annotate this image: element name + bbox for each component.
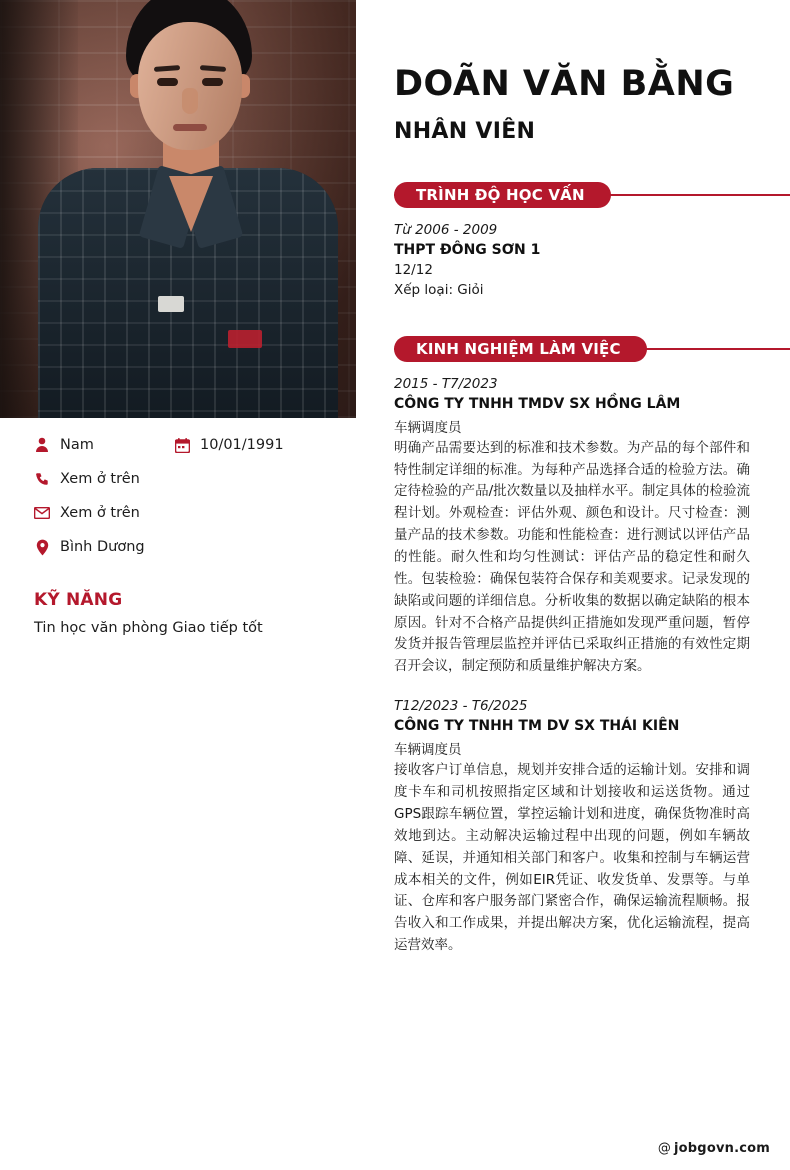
experience-company: CÔNG TY TNHH TM DV SX THÁI KIÊN	[394, 718, 680, 735]
phone-icon	[34, 470, 50, 488]
experience-date: 2015 - T7/2023	[394, 375, 498, 392]
education-grade: Xếp loại: Giỏi	[394, 281, 484, 298]
section-education	[394, 182, 750, 298]
experience-entry	[394, 376, 750, 678]
footer-site: jobgovn.com	[674, 1141, 770, 1156]
education-entry	[394, 222, 750, 298]
education-score: 12/12	[394, 261, 433, 278]
mouth	[173, 124, 207, 131]
experience-header	[394, 336, 750, 362]
person-figure	[30, 0, 330, 418]
footer-watermark	[658, 1141, 770, 1156]
map-pin-icon	[34, 538, 50, 556]
education-school: THPT ĐÔNG SƠN 1	[394, 241, 541, 258]
profile-photo	[0, 0, 356, 418]
page-title: DOÃN VĂN BẰNG	[394, 64, 735, 104]
experience-company: CÔNG TY TNHH TMDV SX HỒNG LÂM	[394, 395, 681, 412]
at-symbol: @	[657, 1141, 672, 1156]
info-gender-value: Nam	[60, 437, 94, 453]
person-icon	[34, 436, 50, 454]
nose	[182, 88, 198, 114]
info-email-value: Xem ở trên	[60, 505, 140, 521]
info-phone-value: Xem ở trên	[60, 471, 140, 487]
info-birthdate-value: 10/01/1991	[200, 437, 284, 453]
calendar-icon	[174, 436, 190, 454]
eye-right	[202, 78, 223, 86]
info-phone	[34, 470, 356, 488]
mail-icon	[34, 504, 50, 522]
info-email	[34, 504, 356, 522]
shirt-badge	[158, 296, 184, 312]
education-date: Từ 2006 - 2009	[394, 221, 498, 238]
experience-description: 明确产品需要达到的标准和技术参数。为产品的每个部件和特性制定详细的标准。为每种产品选择合适的检验方法。确定待检验的产品/批次数量以及抽样水平。制定具体的检验流程计划。外观检查：评估外观、颜色和设计。尺寸检查：测量产品的技术参数。功能和性能检查：进行测试以评估产品的性能。耐久性和均匀性测试：评估产品的稳定性和耐久性。包装检验：确保包装符合保存和美观要求。记录发现的缺陷或问题的详细信息。分析收集的数据以确定缺陷的根本原因。针对不合格产品提供纠正措施如发现严重问题，暂停发货并报告管理层监控并评估已采取纠正措施的有效性定期召开会议，制定预防和质量维护解决方案。	[394, 439, 750, 675]
education-title: TRÌNH ĐỘ HỌC VẤN	[394, 182, 611, 208]
info-gender	[34, 436, 174, 454]
experience-title: KINH NGHIỆM LÀM VIỆC	[394, 336, 647, 362]
experience-position: 车辆调度员	[394, 419, 462, 436]
info-birthdate	[174, 436, 356, 454]
shirt-pocket-tag	[228, 330, 262, 348]
experience-position: 车辆调度员	[394, 742, 462, 759]
experience-description: 接收客户订单信息，规划并安排合适的运输计划。安排和调度卡车和司机按照指定区域和计划接收和运送货物。通过GPS跟踪车辆位置，掌控运输计划和进度，确保货物准时高效地到达。主动解决运输过程中出现的问题，例如车辆故障、延误，并通知相关部门和客户。收集和控制与车辆运营成本相关的文件，例如EIR凭证、收发货单、发票等。与单证、仓库和客户服务部门紧密合作，确保运输流程顺畅。报告收入和工作成果，并提出解决方案，优化运输流程，提高运营效率。	[394, 762, 750, 954]
right-column	[356, 0, 790, 1170]
personal-info-block	[0, 418, 356, 636]
eye-left	[157, 78, 178, 86]
skills-text: Tin học văn phòng Giao tiếp tốt	[34, 620, 263, 636]
job-role: NHÂN VIÊN	[394, 118, 536, 144]
section-experience	[394, 336, 750, 957]
personal-info-grid	[34, 436, 356, 556]
info-location	[34, 538, 356, 556]
info-location-value: Bình Dương	[60, 539, 145, 555]
skills-title: KỸ NĂNG	[34, 590, 123, 610]
education-header	[394, 182, 750, 208]
left-column	[0, 0, 356, 1170]
experience-date: T12/2023 - T6/2025	[394, 698, 528, 715]
experience-entry	[394, 698, 750, 957]
